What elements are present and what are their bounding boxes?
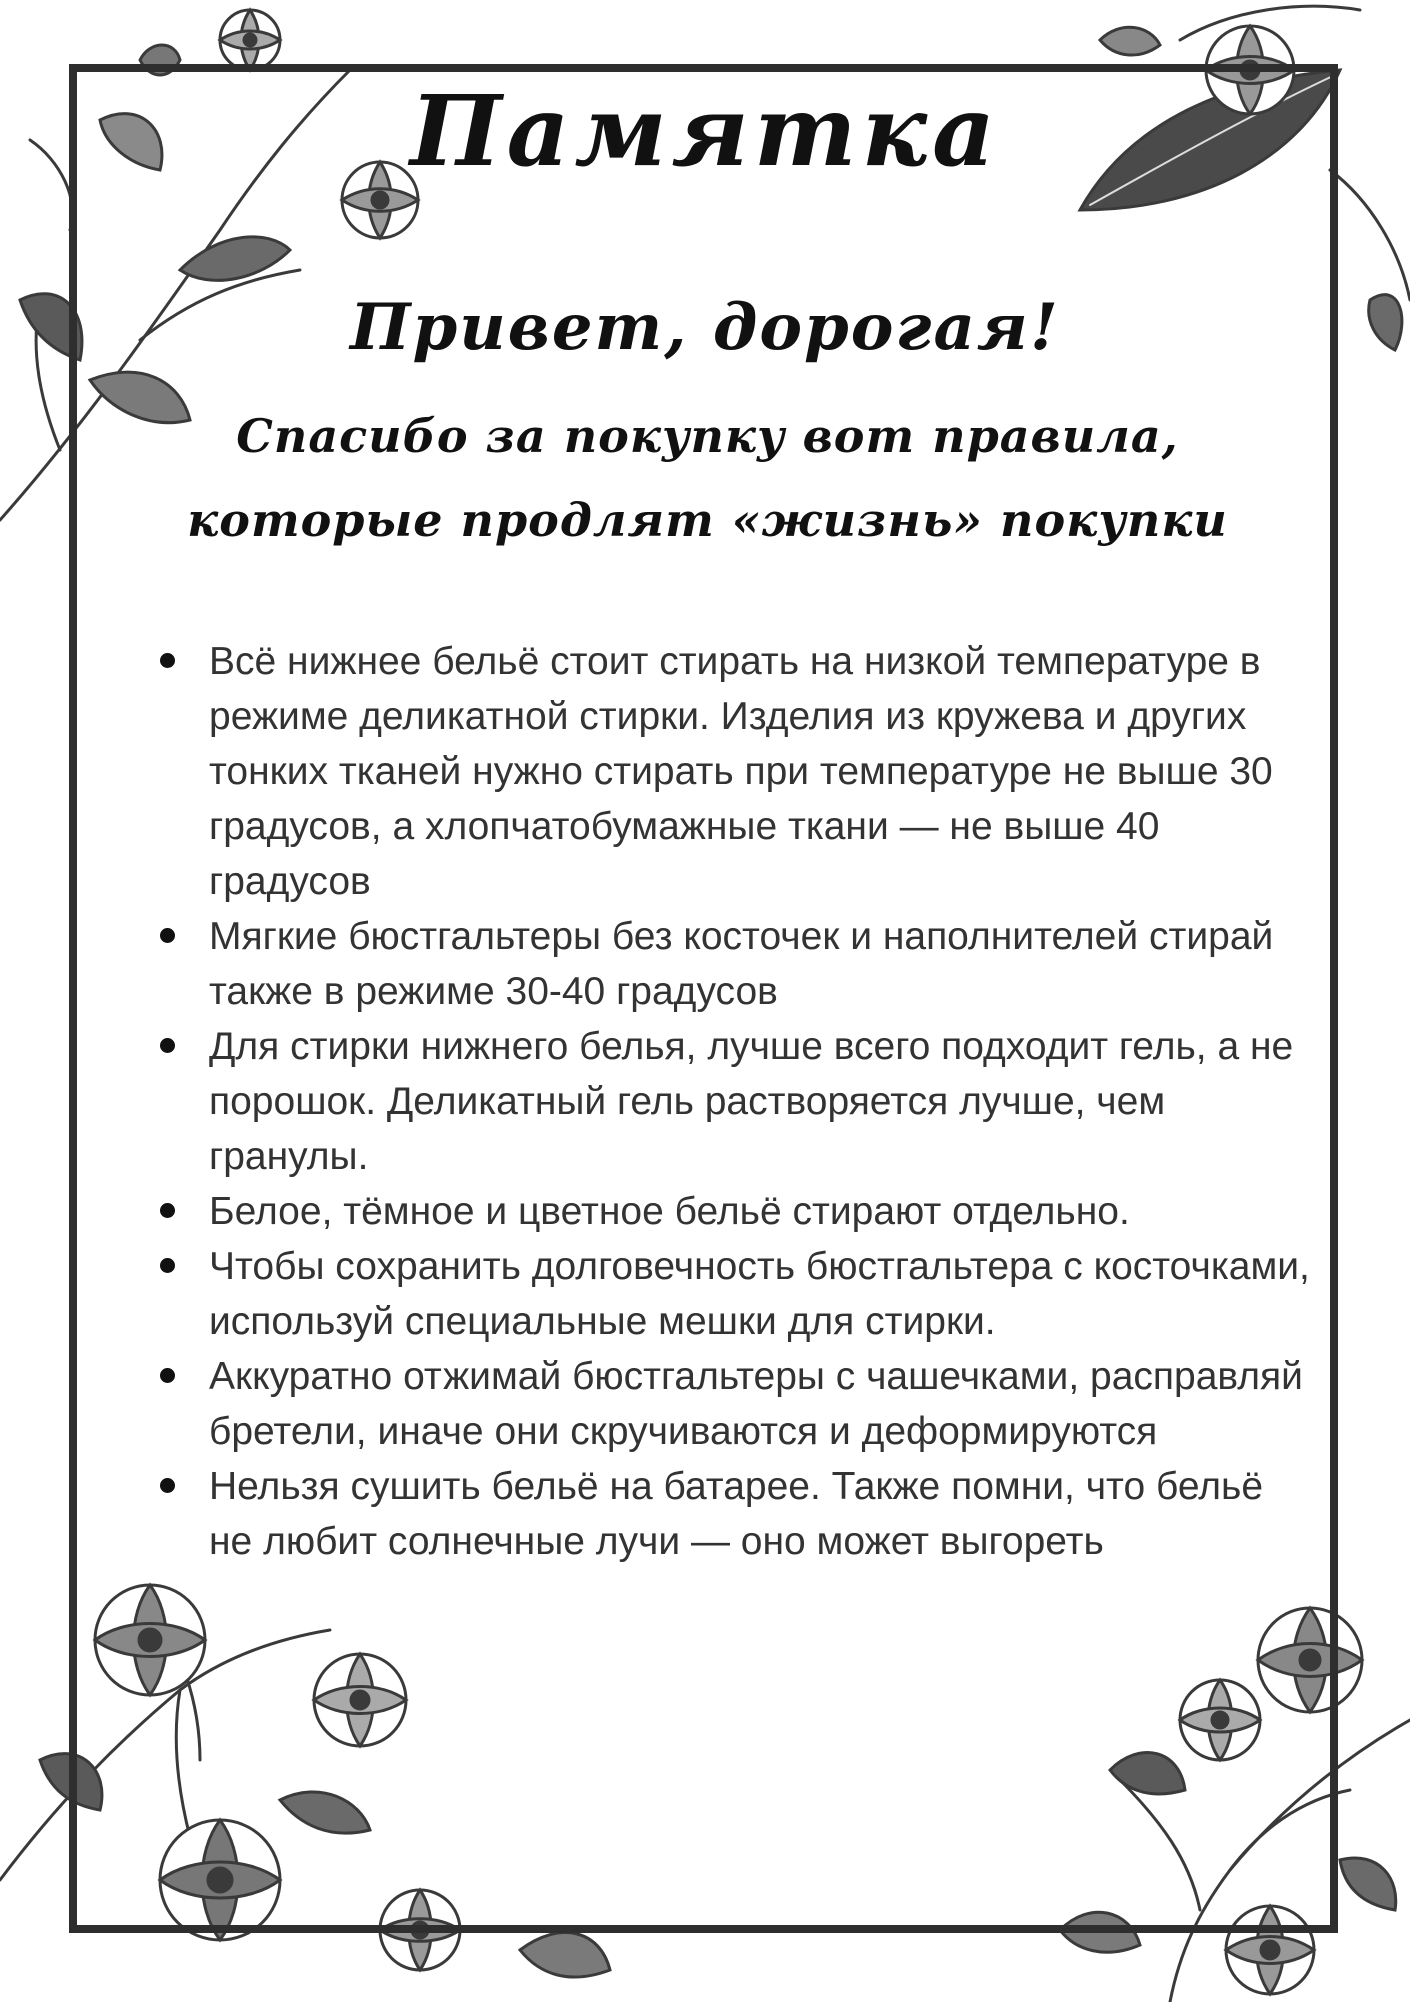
list-item (157, 909, 1317, 1019)
list-item (157, 634, 1317, 909)
list-item (157, 1019, 1317, 1184)
bullet-icon (160, 1038, 175, 1053)
bullet-icon (160, 928, 175, 943)
rule-text: Всё нижнее бельё стоит стирать на низкой температуре в режиме деликатной стирки. Изделия из кружева и других тонких тканей нужно стирать при температуре не выше 30 градусов, а хлопчатобумажные ткани — не выше 40 градусов (209, 640, 1273, 903)
rule-text: Нельзя сушить бельё на батарее. Также помни, что бельё не любит солнечные лучи — оно может выгореть (209, 1465, 1264, 1563)
bullet-icon (160, 1478, 175, 1493)
rule-text: Мягкие бюстгальтеры без косточек и наполнителей стирай также в режиме 30-40 градусов (209, 915, 1274, 1013)
intro-text: Спасибо за покупку вот правила, которые продлят «жизнь» покупки (187, 409, 1228, 547)
rule-text: Белое, тёмное и цветное бельё стирают отдельно. (209, 1190, 1130, 1233)
list-item (157, 1184, 1317, 1239)
page-title: Памятка (409, 74, 1001, 188)
bullet-icon (160, 1203, 175, 1218)
care-rules-list (157, 634, 1317, 1569)
rule-text: Чтобы сохранить долговечность бюстгальтера с косточками, используй специальные мешки для стирки. (209, 1245, 1310, 1343)
bullet-icon (160, 1368, 175, 1383)
rule-text: Для стирки нижнего белья, лучше всего подходит гель, а не порошок. Деликатный гель растворяется лучше, чем гранулы. (209, 1025, 1294, 1178)
bullet-icon (160, 653, 175, 668)
list-item (157, 1349, 1317, 1459)
list-item (157, 1459, 1317, 1569)
list-item (157, 1239, 1317, 1349)
bullet-icon (160, 1258, 175, 1273)
rule-text: Аккуратно отжимай бюстгальтеры с чашечками, расправляй бретели, иначе они скручиваются и деформируются (209, 1355, 1303, 1453)
greeting-heading: Привет, дорогая! (350, 290, 1060, 365)
